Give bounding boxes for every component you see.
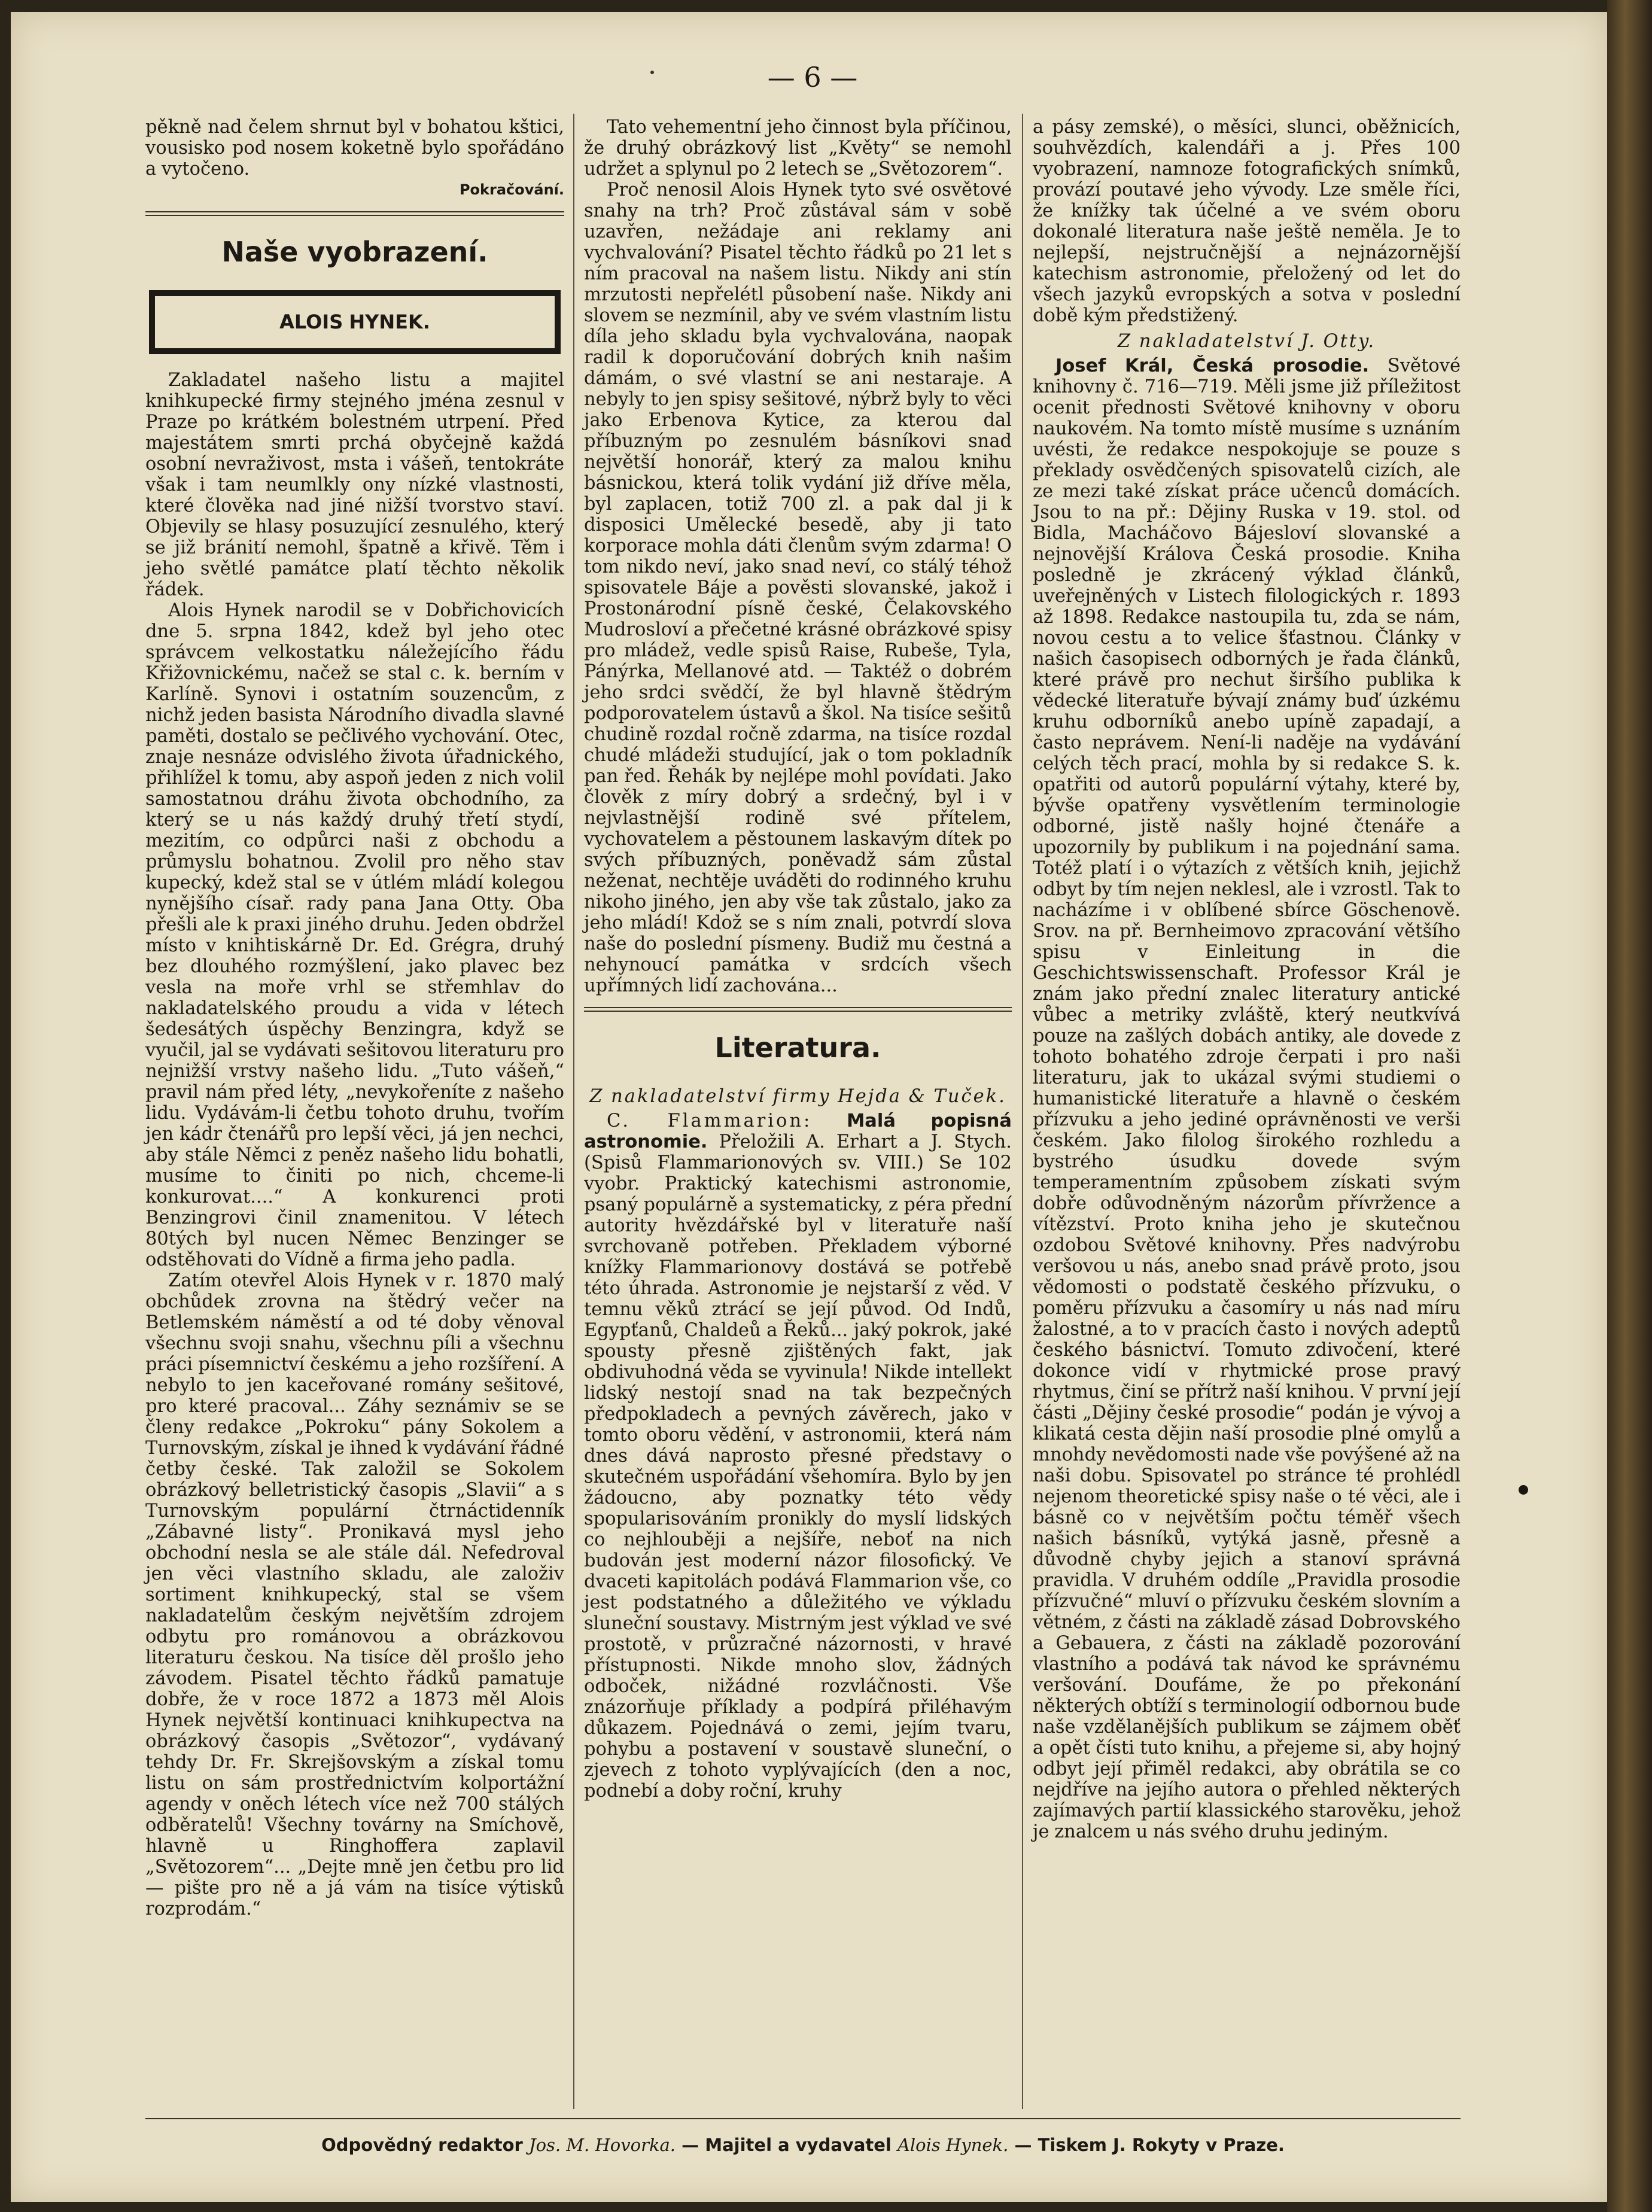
publisher-heading: Z nakladatelství firmy Hejda & Tuček. [589,1086,1006,1107]
review-book-title: Malá popisná astronomie. [584,1110,1012,1152]
column-rule [1022,114,1023,2109]
newspaper-page [11,12,1607,2202]
paragraph: Zakladatel našeho listu a majitel knihkupecké firmy stejného jména zesnul v Praze po krátkém bolestném utrpení. Před majestátem smrti prchá obyčejně každá osobní nevraživost, msta i vášeň, tentokráte však i tam neumlkly ony nízké vlastnosti, které člověka nad jiné nižší tvorstvo staví. Objevily se hlasy posuzující zesnulého, který se již bránití nemohl, špatně a křivě. Těm i jeho světlé památce platí těchto několik řádek. [145,370,564,600]
publisher-heading: Z nakladatelství J. Otty. [1117,331,1376,352]
story-ending: pěkně nad čelem shrnut byl v bohatou kštici, vousisko pod nosem koketně bylo spořádáno a vytočeno. [145,117,564,179]
column-middle [584,117,1012,1802]
review-author: C. Flammarion: [607,1110,813,1131]
paragraph: Tato vehementní jeho činnost byla příčinou, že druhý obrázkový list „Květy“ se nemohl udržet a splynul po 2 letech se „Světozorem“. [584,117,1012,179]
portrait-caption-box: ALOIS HYNEK. [149,290,561,354]
paragraph: Alois Hynek narodil se v Dobřichovicích dne 5. srpna 1842, kdež byl jeho otec správcem velkostatku náležejícího řádu Křižovnickému, načež se stal c. k. berním v Karlíně. Synovi i ostatním souzencům, z nichž jeden basista Národního divadla slavné paměti, dostalo se pečlivého vychování. Otec, znaje nesnáze odvislého života úřadnického, přihlížel k tomu, aby aspoň jeden z nich volil samostatnou dráhu života obchodního, za který se u nás každý druhý třetí stydí, mezitím, co odpůrci naši z obchodu a průmyslu bohatnou. Zvolil pro něho stav kupecký, kdež stal se v útlém mládí kolegou nynějšího císař. rady pana Jana Otty. Oba přešli ale k praxi jiného druhu. Jeden obdržel místo v knihtiskárně Dr. Ed. Grégra, druhý bez dlouhého rozmýšlení, jako plavec bez vesla na moře vrhl se střemhlav do nakladatelského proudu a vida v létech šedesátých úspěchy Benzingra, když se vyučil, jal se vydávati sešitovou literaturu pro nejnižší vrstvy našeho lidu. „Tuto vášeň,“ pravil nám před léty, „nevykořeníte z našeho lidu. Vydávám-li četbu tohoto druhu, tvořím jen kádr čtenářů pro lepší věci, já jen nechci, aby stále Němci z peněz našeho lidu bohatli, musíme to činiti po nich, chceme-li konkurovat....“ A konkurenci proti Benzingrovi činil znamenitou. V létech 80tých byl nucen Němec Benzinger se odstěhovati do Vídně a firma jeho padla. [145,600,564,1270]
review-text: Světové knihovny č. 716—719. Měli jsme již příležitost ocenit přednosti Světové knihovny v oboru naukovém. Na tomto místě musíme s uznáním uvésti, že redakce nespokojuje se pouze s překlady osvědčených spisovatelů cizích, ale ze mezi také získat práce učenců domácích. Jsou to na př.: Dějiny Ruska v 19. stol. od Bidla, Macháčovo Bájesloví slovanské a nejnovější Králova Česká prosodie. Kniha posledně je zkrácený výklad článků, uveřejněných v Listech filologických r. 1893 až 1898. Redakce nastoupila tu, zda se nám, novou cestu a to velice šťastnou. Články v našich časopisech odborných je řada článků, které právě pro nechut širšího publika k vědecké literatuře bývají známy buď úzkému kruhu odborníků anebo upíně zapadají, a často neprávem. Není-li naděje na vydávání celých těch prací, mohla by si redakce S. k. opatřiti od autorů populární výtahy, které by, bývše opatřeny vysvětlením terminologie odborné, jistě našly hojné čtenáře a upozornily by publikum i na pojednání sama. Totéž platí i o výtazích z větších knih, jejichž odbyt by tím nejen neklesl, ale i vzrostl. Tak to nacházíme i v oblíbené sbírce Göschenově. Srov. na př. Bernheimovo zpracování většího spisu v Einleitung in die Geschichtswissenschaft. Professor Král je znám jako přední znalec literatury antické vůbec a metriky zvláště, který neutkvívá pouze na zašlých dobách antiky, ale dovede z tohoto bohatého zdroje čerpati i pro naši literaturu, jak to ukázal svými studiemi o humanistické literatuře a hlavně o českém přízvuku a jeho jediné oprávněnosti ve verši českém. Jako filolog širokého rozhledu a bystrého úsudku dovede svým temperamentním způsobem získati svým dobře odůvodněným názorům přívržence a vítězství. Proto kniha jeho je skutečnou ozdobou Světové knihovny. Přes nadvýrobu veršovou u nás, anebo snad právě proto, jsou vědomosti o podstatě českého přízvuku, o poměru přízvuku a časomíry u nás nad míru žalostné, a to v pracích často i nových adeptů českého básnictví. Tomuto zdivočení, které dokonce vidí v rhytmické prose pravý rhytmus, činí se přítrž naší knihou. V první její části „Dějiny české prosodie“ podán je vývoj a klikatá cesta dějin naší prosodie plné omylů a mnohdy nevědomosti nade vše povýšené až na naši dobu. Spisovatel po stránce té prohlédl nejenom theoretické spisy naše o té věci, ale i básně co v největším počtu téměř všech našich básníků, vytýká jasně, přesně a důvodně chyby jejich a stanoví správná pravidla. V druhém oddíle „Pravidla prosodie přízvučné“ mluví o přízvuku českém slovním a větném, z části na základě zásad Dobrovského a Gebauera, z části na základě pozorování vlastního a podává tak návod ke správnému veršování. Doufáme, že po překonání některých obtíží s terminologií odbornou bude naše vzdělanějších publikum se zájmem oběť a opět čísti tuto knihu, a přejeme si, aby hojný odbyt její přiměl redakci, aby obrátila se co nejdříve na jejího autora o přehled některých zajímavých partií klassického starověku, jehož je znalcem u nás svého druhu jediným. [1033,355,1461,1842]
continued-note: Pokračování. [459,181,564,198]
owner-name: Alois Hynek. [897,2135,1009,2155]
column-rule [573,114,574,2109]
column-right [1033,117,1461,1842]
imprint-footer [145,2118,1461,2155]
editor-name: Jos. M. Hovorka. [528,2135,676,2155]
owner-label: — Majitel a vydavatel [682,2135,892,2155]
review-paragraph [584,1110,1012,1802]
paragraph: Proč nenosil Alois Hynek tyto své osvětové snahy na trh? Proč zůstával sám v sobě uzavřen, nežádaje ani reklamy ani vychvalování? Pisatel těchto řádků po 21 let s ním pracoval na našem listu. Nikdy ani stín mrzutosti nepřelétl působení naše. Nikdy ani slovem se nezmínil, aby ve svém vlastním listu díla jeho skladu byla vychvalována, naopak radil k doporučování dobrých knih našim dámám, o své vlastní se ani nestaraje. A nebyly to jen spisy sešitové, nýbrž byly to věci jako Erbenova Kytice, za kterou dal příbuzným po zesnulém básníkovi snad největší honorář, který za malou knihu básnickou, která tolik vydání již dříve měla, byl zaplacen, totiž 700 zl. a pak dal ji k disposici Umělecké besedě, aby ji tato korporace mohla dáti členům svým zdarma! O tom nikdo neví, jako snad neví, co stálý téhož spisovatele Báje a pověsti slovanské, jakož i Prostonárodní písně české, Čelakovského Mudrosloví a přečetné krásné obrázkové spisy pro mládež, vedle spisů Raise, Rubeše, Tyla, Pánýrka, Mellanové atd. — Taktéž o dobrém jeho srdci svědčí, že byl hlavně štědrým podporovatelem ústavů a škol. Na tisíce sešitů chudině rozdal ročně zdarma, na tisíce rozdal chudé mládeži studující, jak o tom pokladník pan řed. Řehák by nejlépe mohl povídati. Jako člověk z míry dobrý a srdečný, byl i v nejvlastnější rodině své přítelem, vychovatelem a pěstounem laskavým dítek po svých příbuzných, poněvadž sám zůstal neženat, nechtěje uváděti do rodinného kruhu nikoho jiného, jen aby vše tak zůstalo, jako za jeho mládí! Kdož se s ním znali, potvrdí slova naše do poslední písmeny. Budiž mu čestná a nehynoucí památka v srdcích všech upřímných lidí zachována... [584,179,1012,996]
divider [145,211,564,216]
divider [584,1007,1012,1012]
review-text: Přeložili A. Erhart a J. Stych. (Spisů Flammarionových sv. VIII.) Se 102 vyobr. Praktický katechismi astronomie, psaný populárně a systematicky, z péra přední autority hvězdářské byl v literatuře naší svrchovaně potřeben. Překladem výborné knížky Flammarionovy dostává se potřebě této úhrada. Astronomie je nejstarší z věd. V temnu věků ztrácí se její původ. Od Indů, Egypťanů, Chaldeů a Řeků... jaký pokrok, jaké spousty přesně zjištěných fakt, jak obdivuhodná věda se vyvinula! Nikde intellekt lidský nestojí snad na tak bezpečných předpokladech a pevných závěrech, jako v tomto oboru vědění, v astronomii, která nám dnes dává naprosto přesné představy o skutečném uspořádání všehomíra. Bylo by jen žádoucno, aby poznatky této vědy spopularisováním pronikly do myslí lidských co nejhlouběji a nejšíře, neboť na nich budován jest moderní názor filosofický. Ve dvaceti kapitolách podává Flammarion vše, co jest podstatného a důležitého ve výkladu sluneční soustavy. Mistrným jest výklad ve své prostotě, v průzračné názornosti, v hravé přístupnosti. Nikde mnoho slov, žádných odboček, nižádné rozvláčnosti. Vše znázorňuje příklady a podpírá přiléhavým důkazem. Pojednává o zemi, jejím tvaru, pohybu a postavení v soustavě sluneční, o zjevech z tohoto vyplývajících (den a noc, podnebí a doby roční, kruhy [584,1131,1012,1802]
review-paragraph [1033,355,1461,1842]
bullet-dot-icon [1519,1485,1528,1495]
page-number: — 6 — [767,61,858,93]
ink-speck [650,71,654,74]
editor-label: Odpovědný redaktor [321,2135,523,2155]
page-edge-shadow [1607,0,1652,2212]
section-title-literature: Literatura. [714,1032,881,1064]
section-title-illustrations: Naše vyobrazení. [221,236,488,268]
paragraph: a pásy zemské), o měsíci, slunci, oběžnicích, souhvězdích, kalendáři a j. Přes 100 vyobrazení, namnoze fotografických snímků, provází poutavé jeho vývody. Lze směle říci, že knížky tak účelné a ve svém oboru dokonalé literatura naše ještě neměla. Je to nejlepší, nejstručnější a nejnázornější katechism astronomie, přeložený od let do všech jazyků evropských a sotva v poslední době kým předstižený. [1033,117,1461,326]
review-book-title: Josef Král, Česká prosodie. [1055,355,1370,376]
column-left [145,117,564,1919]
printer-label: — Tiskem J. Rokyty v Praze. [1014,2135,1285,2155]
paragraph: Zatím otevřel Alois Hynek v r. 1870 malý obchůdek zrovna na štědrý večer na Betlemském náměstí a od té doby věnoval všechnu svoji snahu, všechnu píli a všechnu práci písemnictví českému a jeho rozšíření. A nebylo to jen kaceřované romány sešitové, pro které pracoval... Záhy seznámiv se se členy redakce „Pokroku“ pány Sokolem a Turnovským, získal je ihned k vydávání řádné četby české. Tak založil se Sokolem obrázkový belletristický časopis „Slavii“ a s Turnovským populární čtrnáctidenník „Zábavné listy“. Pronikavá mysl jeho obchodní nesla se ale stále dál. Nefedroval jen věci vlastního skladu, ale založiv sortiment knihkupecký, stal se všem nakladatelům českým největším zdrojem odbytu pro románovou a obrázkovou literaturu českou. Na tisíce děl prošlo jeho závodem. Pisatel těchto řádků pamatuje dobře, že v roce 1872 a 1873 měl Alois Hynek největší kontinuaci knihkupectva na obrázkový časopis „Světozor“, vydávaný tehdy Dr. Fr. Skrejšovským a získal tomu listu on sám prostřednictvím kolportážní agendy v oněch létech více než 700 stálých odběratelů! Všechny továrny na Smíchově, hlavně u Ringhoffera zaplavil „Světozorem“... „Dejte mně jen četbu pro lid — pište pro ně a já vám na tisíce výtisků rozprodám.“ [145,1270,564,1919]
